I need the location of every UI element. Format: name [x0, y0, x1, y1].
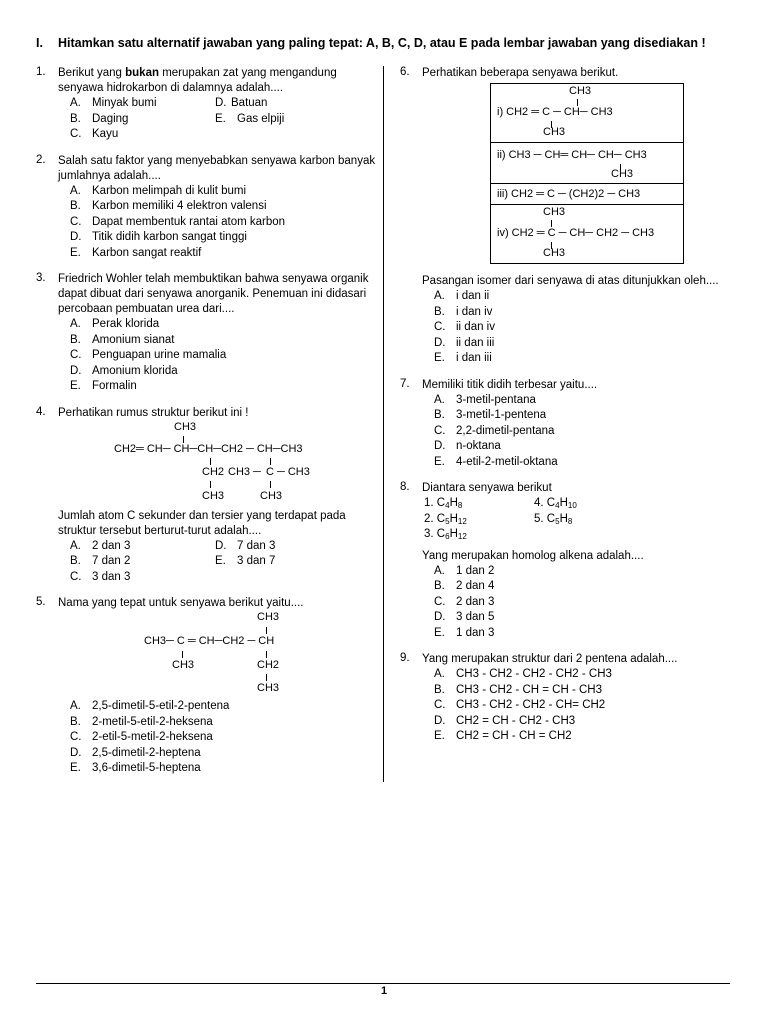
option-b[interactable]	[70, 554, 215, 570]
question-number: 2.	[36, 153, 46, 166]
option-a[interactable]	[434, 667, 730, 683]
option-letter: D.	[70, 364, 82, 377]
element: H	[449, 528, 458, 540]
question-text: Friedrich Wohler telah membuktikan bahwa senyawa organik dapat dibuat dari senyawa anorganik. Penemuan ini didasari percobaan pembuatan urea dari....	[58, 273, 369, 315]
option-c[interactable]	[70, 730, 376, 746]
question-3	[36, 272, 376, 395]
option-c[interactable]	[70, 127, 215, 143]
option-letter: D.	[434, 336, 446, 349]
compound-item	[534, 512, 634, 528]
formula-label: CH3	[174, 420, 197, 433]
option-text: i dan iv	[456, 305, 493, 318]
option-text: Minyak bumi	[92, 97, 157, 109]
subscript: 5	[555, 516, 560, 526]
question-text: Salah satu faktor yang menyebabkan senyawa karbon banyak jumlahnya adalah....	[58, 154, 376, 182]
formula-main-chain: i) CH2 ═ C ─ CH─ CH3	[497, 106, 613, 118]
question-number: 9.	[400, 652, 410, 664]
element: H	[559, 497, 568, 509]
formula-main-chain: CH2═ CH─ CH─CH─CH2 ─ CH─CH3	[114, 442, 303, 455]
options	[70, 96, 376, 143]
option-text: 2 dan 3	[92, 539, 131, 552]
option-c[interactable]	[70, 348, 376, 364]
question-number: 6.	[400, 66, 410, 78]
option-letter: C.	[70, 128, 82, 140]
compound-item	[424, 496, 534, 512]
options	[70, 699, 376, 777]
option-d[interactable]	[70, 230, 376, 246]
option-text: Amonium klorida	[92, 364, 178, 377]
option-text: CH2 = CH - CH2 - CH3	[456, 714, 576, 727]
option-letter: A.	[70, 539, 81, 552]
option-letter: C.	[70, 731, 82, 743]
option-text: 7 dan 2	[92, 555, 131, 567]
option-text: Formalin	[92, 380, 137, 392]
item-number: 4.	[534, 497, 544, 509]
option-e[interactable]	[215, 554, 345, 570]
option-e[interactable]	[434, 729, 730, 745]
option-c[interactable]	[434, 698, 730, 714]
option-text: 3 dan 7	[237, 555, 276, 567]
option-text: 3 dan 5	[456, 611, 495, 623]
isomer-row	[491, 143, 684, 184]
option-text: CH3 - CH2 - CH = CH - CH3	[456, 683, 603, 696]
option-letter: C.	[434, 595, 446, 608]
option-e[interactable]	[434, 626, 730, 642]
formula-label: CH2	[202, 465, 225, 478]
subscript: 4	[555, 501, 560, 510]
compound-item	[424, 527, 534, 543]
option-letter: B.	[434, 409, 445, 421]
question-number: 4.	[36, 405, 46, 418]
option-d[interactable]	[215, 539, 345, 555]
bond	[266, 674, 267, 681]
option-letter: A.	[434, 393, 445, 406]
option-letter: E.	[434, 730, 445, 742]
question-number: 7.	[400, 377, 410, 390]
options	[434, 393, 730, 471]
option-d[interactable]	[434, 610, 730, 626]
question-number: 1.	[36, 66, 46, 78]
question-2	[36, 154, 376, 262]
option-d[interactable]	[434, 439, 730, 455]
option-text: 2 dan 4	[456, 580, 495, 592]
question-number: 5.	[36, 596, 46, 608]
option-text: CH2 = CH - CH = CH2	[456, 730, 572, 742]
formula-label: CH3	[172, 659, 195, 671]
option-c[interactable]	[434, 320, 730, 336]
option-letter: B.	[434, 580, 445, 592]
isomer-cell	[491, 205, 684, 264]
element: C	[436, 528, 446, 540]
option-letter: B.	[70, 200, 81, 212]
option-text: ii dan iii	[456, 336, 495, 349]
option-text: 2,2-dimetil-pentana	[456, 424, 555, 437]
option-letter: D.	[434, 611, 446, 623]
option-c[interactable]	[434, 424, 730, 440]
formula-label: CH3	[257, 611, 280, 623]
option-c[interactable]	[434, 595, 730, 611]
option-text: 2,5-dimetil-5-etil-2-pentena	[92, 700, 230, 712]
option-d[interactable]	[70, 746, 376, 762]
subscript: 8	[567, 516, 573, 526]
option-letter: D.	[434, 440, 446, 452]
option-letter: E.	[434, 626, 445, 639]
option-e[interactable]	[434, 455, 730, 471]
formula-main-chain: ii) CH3 ─ CH═ CH─ CH─ CH3	[497, 149, 647, 161]
option-text: 2-etil-5-metil-2-heksena	[92, 731, 213, 743]
option-b[interactable]	[70, 199, 376, 215]
bond	[210, 481, 211, 488]
isomer-table	[490, 83, 684, 264]
option-a[interactable]	[70, 539, 215, 555]
option-letter: C.	[70, 349, 82, 361]
element: H	[449, 497, 458, 509]
option-text: 4-etil-2-metil-oktana	[456, 455, 558, 468]
option-text: Karbon memiliki 4 elektron valensi	[92, 200, 267, 212]
isomer-row	[491, 184, 684, 205]
option-letter: E.	[70, 380, 81, 392]
question-text: Perhatikan rumus struktur berikut ini !	[58, 406, 249, 419]
option-text: Perak klorida	[92, 318, 160, 330]
formula-label: CH3	[611, 168, 634, 180]
option-letter: C.	[434, 699, 446, 711]
formula-label: CH3	[260, 489, 283, 502]
option-letter: E.	[434, 352, 445, 364]
bond	[266, 627, 267, 634]
option-text: Gas elpiji	[237, 112, 285, 125]
bond	[270, 481, 271, 488]
subscript: 6	[445, 532, 450, 541]
option-text: 2,5-dimetil-2-heptena	[92, 746, 201, 759]
section-number: I.	[36, 36, 43, 50]
subscript: 4	[445, 501, 450, 510]
element: C	[546, 512, 556, 525]
option-text: CH3 - CH2 - CH2 - CH= CH2	[456, 699, 606, 711]
question-5	[36, 596, 376, 777]
bond	[210, 458, 211, 465]
item-number: 5.	[534, 512, 544, 525]
item-number: 3.	[424, 528, 434, 540]
option-c[interactable]	[70, 215, 376, 231]
option-a[interactable]	[434, 564, 730, 580]
option-letter: A.	[434, 668, 445, 680]
option-text: 3 dan 3	[92, 570, 131, 583]
left-column	[36, 66, 376, 788]
question-7	[400, 378, 730, 471]
subscript: 12	[457, 516, 467, 526]
option-a[interactable]	[70, 699, 376, 715]
option-text: ii dan iv	[456, 321, 495, 333]
formula-main-chain: iii) CH2 ═ C ─ (CH2)2 ─ CH3	[497, 188, 641, 200]
option-letter: D.	[70, 231, 82, 243]
option-letter: E.	[70, 762, 81, 774]
option-b[interactable]	[434, 683, 730, 699]
question-1	[36, 66, 376, 143]
formula-label: CH3 ─	[228, 465, 261, 478]
option-letter: A.	[70, 184, 81, 197]
text-part: merupakan zat yang mengandung senyawa hidrokarbon di dalamnya adalah....	[58, 67, 337, 94]
option-e[interactable]	[70, 379, 376, 395]
option-text: 3-metil-1-pentena	[456, 409, 547, 421]
structural-formula	[497, 84, 677, 142]
question-text: Perhatikan beberapa senyawa berikut.	[422, 67, 619, 79]
option-text: 2 dan 3	[456, 595, 495, 608]
question-8	[400, 481, 730, 641]
option-letter: C.	[70, 215, 82, 228]
option-text: Daging	[92, 112, 129, 125]
option-text: Dapat membentuk rantai atom karbon	[92, 215, 286, 228]
question-number: 3.	[36, 272, 46, 284]
structural-formula	[36, 611, 376, 699]
subscript: 8	[457, 501, 463, 510]
option-text: i dan iii	[456, 352, 492, 364]
option-letter: B.	[70, 333, 81, 346]
right-column	[400, 66, 730, 756]
option-text: Karbon sangat reaktif	[92, 246, 202, 259]
option-letter: C.	[70, 570, 82, 583]
subscript: 5	[445, 516, 450, 526]
compound-item	[424, 512, 534, 528]
formula-label: CH2	[257, 659, 280, 671]
options	[70, 184, 376, 262]
option-text: 7 dan 3	[237, 539, 276, 552]
option-b[interactable]	[70, 333, 376, 349]
bond	[266, 651, 267, 658]
question-9	[400, 652, 730, 745]
option-text: 3-metil-pentana	[456, 393, 536, 406]
option-letter: B.	[434, 683, 445, 696]
option-letter: E.	[215, 112, 226, 125]
option-d[interactable]	[70, 364, 376, 380]
option-a[interactable]	[70, 184, 376, 200]
option-c[interactable]	[70, 570, 215, 586]
option-letter: C.	[434, 321, 446, 333]
options	[434, 667, 730, 745]
option-letter: E.	[434, 455, 445, 468]
option-d[interactable]	[215, 96, 345, 112]
option-text: 2-metil-5-etil-2-heksena	[92, 715, 213, 728]
option-text: Kayu	[92, 128, 119, 140]
option-letter: B.	[434, 305, 445, 318]
option-text: Amonium sianat	[92, 333, 175, 346]
option-a[interactable]	[70, 317, 376, 333]
option-letter: B.	[70, 112, 81, 125]
option-text: Karbon melimpah di kulit bumi	[92, 184, 247, 197]
formula-main-chain: CH3─ C ═ CH─CH2 ─ CH	[144, 635, 275, 647]
bond	[577, 99, 578, 106]
bond	[182, 651, 183, 658]
option-letter: B.	[70, 715, 81, 728]
subscript: 10	[567, 501, 577, 510]
isomer-cell	[491, 143, 684, 184]
option-letter: C.	[434, 424, 446, 437]
compound-item	[534, 496, 634, 512]
option-e[interactable]	[70, 246, 376, 262]
formula-label: CH3	[543, 206, 566, 218]
question-4	[36, 406, 376, 586]
option-b[interactable]	[434, 579, 730, 595]
formula-label: C ─ CH3	[266, 465, 310, 478]
item-number: 2.	[424, 512, 434, 525]
bond	[551, 220, 552, 227]
subscript: 12	[457, 532, 467, 541]
isomer-cell	[491, 84, 684, 143]
question-text: Jumlah atom C sekunder dan tersier yang terdapat pada struktur tersebut berturut-turut adalah....	[58, 509, 346, 537]
question-number: 8.	[400, 481, 410, 493]
option-e[interactable]	[70, 761, 376, 777]
formula-label: CH3	[202, 489, 225, 502]
element: C	[436, 512, 446, 525]
question-text: Yang merupakan struktur dari 2 pentena adalah....	[422, 653, 678, 665]
option-letter: D.	[215, 97, 227, 109]
option-text: Batuan	[231, 97, 268, 109]
section-header	[36, 36, 736, 50]
options	[434, 289, 730, 367]
bond	[183, 436, 184, 443]
options	[70, 317, 376, 395]
option-letter: A.	[434, 564, 445, 577]
isomer-row	[491, 84, 684, 143]
structural-formula	[36, 421, 376, 509]
option-a[interactable]	[434, 393, 730, 409]
item-number: 1.	[424, 497, 434, 509]
option-letter: E.	[215, 555, 226, 567]
option-e[interactable]	[434, 351, 730, 367]
question-text: Diantara senyawa berikut	[422, 482, 552, 494]
option-a[interactable]	[434, 289, 730, 305]
option-b[interactable]	[434, 305, 730, 321]
option-letter: E.	[70, 246, 81, 259]
element: H	[559, 512, 568, 525]
option-text: 1 dan 2	[456, 564, 495, 577]
option-letter: A.	[70, 97, 81, 109]
options	[70, 539, 376, 586]
option-letter: D.	[70, 746, 82, 759]
formula-label: CH3	[543, 126, 566, 138]
option-text: 3,6-dimetil-5-heptena	[92, 762, 201, 774]
question-text: Yang merupakan homolog alkena adalah....	[422, 549, 644, 562]
compound-list	[424, 496, 730, 543]
options	[434, 564, 730, 642]
bond	[270, 458, 271, 465]
option-letter: A.	[434, 290, 445, 302]
formula-main-chain: iv) CH2 ═ C ─ CH─ CH2 ─ CH3	[497, 227, 655, 239]
section-instruction: Hitamkan satu alternatif jawaban yang paling tepat: A, B, C, D, atau E pada lembar jawaban yang disediakan !	[58, 36, 706, 50]
formula-label: CH3	[257, 682, 280, 694]
option-letter: D.	[215, 539, 227, 552]
option-b[interactable]	[70, 112, 215, 128]
question-text: Nama yang tepat untuk senyawa berikut yaitu....	[58, 597, 304, 609]
footer-rule	[36, 983, 730, 984]
column-divider	[383, 66, 384, 782]
question-text	[58, 66, 376, 96]
option-text: n-oktana	[456, 440, 501, 452]
option-letter: B.	[70, 555, 81, 567]
formula-label: CH3	[569, 85, 592, 97]
option-d[interactable]	[434, 714, 730, 730]
element: C	[436, 497, 446, 509]
question-6	[400, 66, 730, 367]
element: H	[449, 512, 458, 525]
option-e[interactable]	[215, 112, 345, 128]
emphasis: bukan	[125, 67, 159, 79]
option-letter: A.	[70, 700, 81, 712]
text-part: Berikut yang	[58, 67, 126, 79]
option-letter: D.	[434, 714, 446, 727]
option-text: i dan ii	[456, 290, 490, 302]
question-text: Memiliki titik didih terbesar yaitu....	[422, 378, 598, 391]
page-number: 1	[380, 985, 388, 997]
element: C	[546, 497, 556, 509]
formula-label: CH3	[543, 247, 566, 259]
option-text: 1 dan 3	[456, 626, 495, 639]
option-b[interactable]	[434, 408, 730, 424]
option-text: CH3 - CH2 - CH2 - CH2 - CH3	[456, 668, 612, 680]
option-d[interactable]	[434, 336, 730, 352]
structural-formula	[497, 205, 677, 263]
option-letter: A.	[70, 318, 81, 330]
option-a[interactable]	[70, 96, 215, 112]
option-b[interactable]	[70, 715, 376, 731]
question-text: Pasangan isomer dari senyawa di atas ditunjukkan oleh....	[422, 275, 719, 287]
structural-formula	[497, 143, 677, 183]
isomer-row	[491, 205, 684, 264]
isomer-cell	[491, 184, 684, 205]
option-text: Titik didih karbon sangat tinggi	[92, 231, 247, 243]
option-text: Penguapan urine mamalia	[92, 349, 227, 361]
